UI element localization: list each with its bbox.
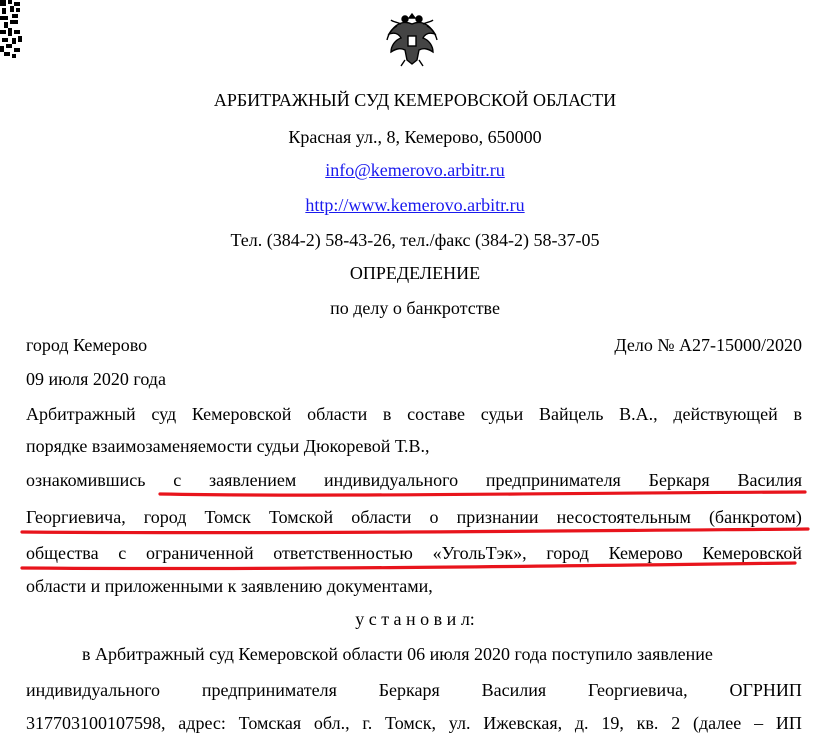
word: составе (407, 404, 465, 424)
word: ограниченной (146, 543, 254, 563)
word: Василия (737, 470, 802, 490)
word: Арбитражный (26, 404, 136, 424)
word: г. (362, 713, 373, 733)
word: В.А., (619, 404, 658, 424)
word: обл., (313, 713, 350, 733)
word: области (307, 404, 368, 424)
word: 2 (671, 713, 681, 733)
case-number: Дело № А27-15000/2020 (614, 335, 802, 355)
word: действующей (673, 404, 778, 424)
word: Беркаря (378, 680, 440, 700)
word: Томск, (385, 713, 436, 733)
word: с (173, 470, 182, 490)
p2-line4: области и приложенными к заявлению документами, (26, 576, 433, 596)
word: Томская (238, 713, 302, 733)
word: Кемерово (608, 543, 683, 563)
word: индивидуального (26, 680, 161, 700)
word: суд (151, 404, 177, 424)
word: общества (26, 543, 99, 563)
word: – (754, 713, 764, 733)
word: судьи (480, 404, 524, 424)
red-underline-3 (22, 563, 795, 569)
word: кв. (636, 713, 659, 733)
word: 19, (601, 713, 624, 733)
word: Ижевская, (483, 713, 563, 733)
word: с (118, 543, 127, 563)
document-title: ОПРЕДЕЛЕНИЕ (349, 263, 481, 283)
word: Георгиевича, (587, 680, 688, 700)
p1-line2: порядке взаимозаменяемости судьи Дюкоревой Т.В., (26, 436, 430, 456)
word: несостоятельным (556, 507, 691, 527)
red-underline-1 (160, 492, 805, 495)
word: в (382, 404, 392, 424)
word: Василия (481, 680, 547, 700)
word: д. (574, 713, 589, 733)
word: Георгиевича, (26, 507, 126, 527)
email-link[interactable]: info@kemerovo.arbitr.ru (325, 160, 505, 180)
word: индивидуального (324, 470, 459, 490)
word: ответственностью (273, 543, 413, 563)
word: ул. (448, 713, 471, 733)
word: в (793, 404, 802, 424)
document-date: 09 июля 2020 года (26, 369, 166, 389)
word: (далее (693, 713, 742, 733)
word: ОГРНИП (729, 680, 802, 700)
word: Томск (204, 507, 251, 527)
court-address: Красная ул., 8, Кемерово, 650000 (288, 127, 542, 147)
court-phones: Тел. (384-2) 58-43-26, тел./факс (384-2) 58-37-05 (230, 230, 600, 250)
word: о (429, 507, 439, 527)
word: предпринимателя (201, 680, 337, 700)
p3-line1: в Арбитражный суд Кемеровской области 06 июля 2020 года поступило заявление (82, 644, 713, 664)
word: области (351, 507, 412, 527)
word: ознакомившись (26, 470, 146, 490)
word: адрес: (178, 713, 226, 733)
word: (банкротом) (708, 507, 802, 527)
word: город (546, 543, 589, 563)
word: Беркаря (648, 470, 710, 490)
word: Томской (269, 507, 334, 527)
red-underline-2 (22, 529, 808, 533)
word: заявлением (209, 470, 297, 490)
court-name: АРБИТРАЖНЫЙ СУД КЕМЕРОВСКОЙ ОБЛАСТИ (213, 90, 617, 110)
word: предпринимателя (485, 470, 621, 490)
established-heading: у с т а н о в и л: (355, 609, 475, 629)
website-link[interactable]: http://www.kemerovo.arbitr.ru (305, 195, 525, 215)
document-subtitle: по делу о банкротстве (330, 298, 500, 318)
word: ИП (775, 713, 802, 733)
word: Кемеровской (191, 404, 292, 424)
word: Вайцель (539, 404, 604, 424)
city: город Кемерово (26, 335, 148, 355)
word: признании (456, 507, 539, 527)
word: «УгольТэк», (432, 543, 527, 563)
word: город (143, 507, 187, 527)
word: Кемеровской (702, 543, 802, 563)
word: 317703100107598, (26, 713, 166, 733)
